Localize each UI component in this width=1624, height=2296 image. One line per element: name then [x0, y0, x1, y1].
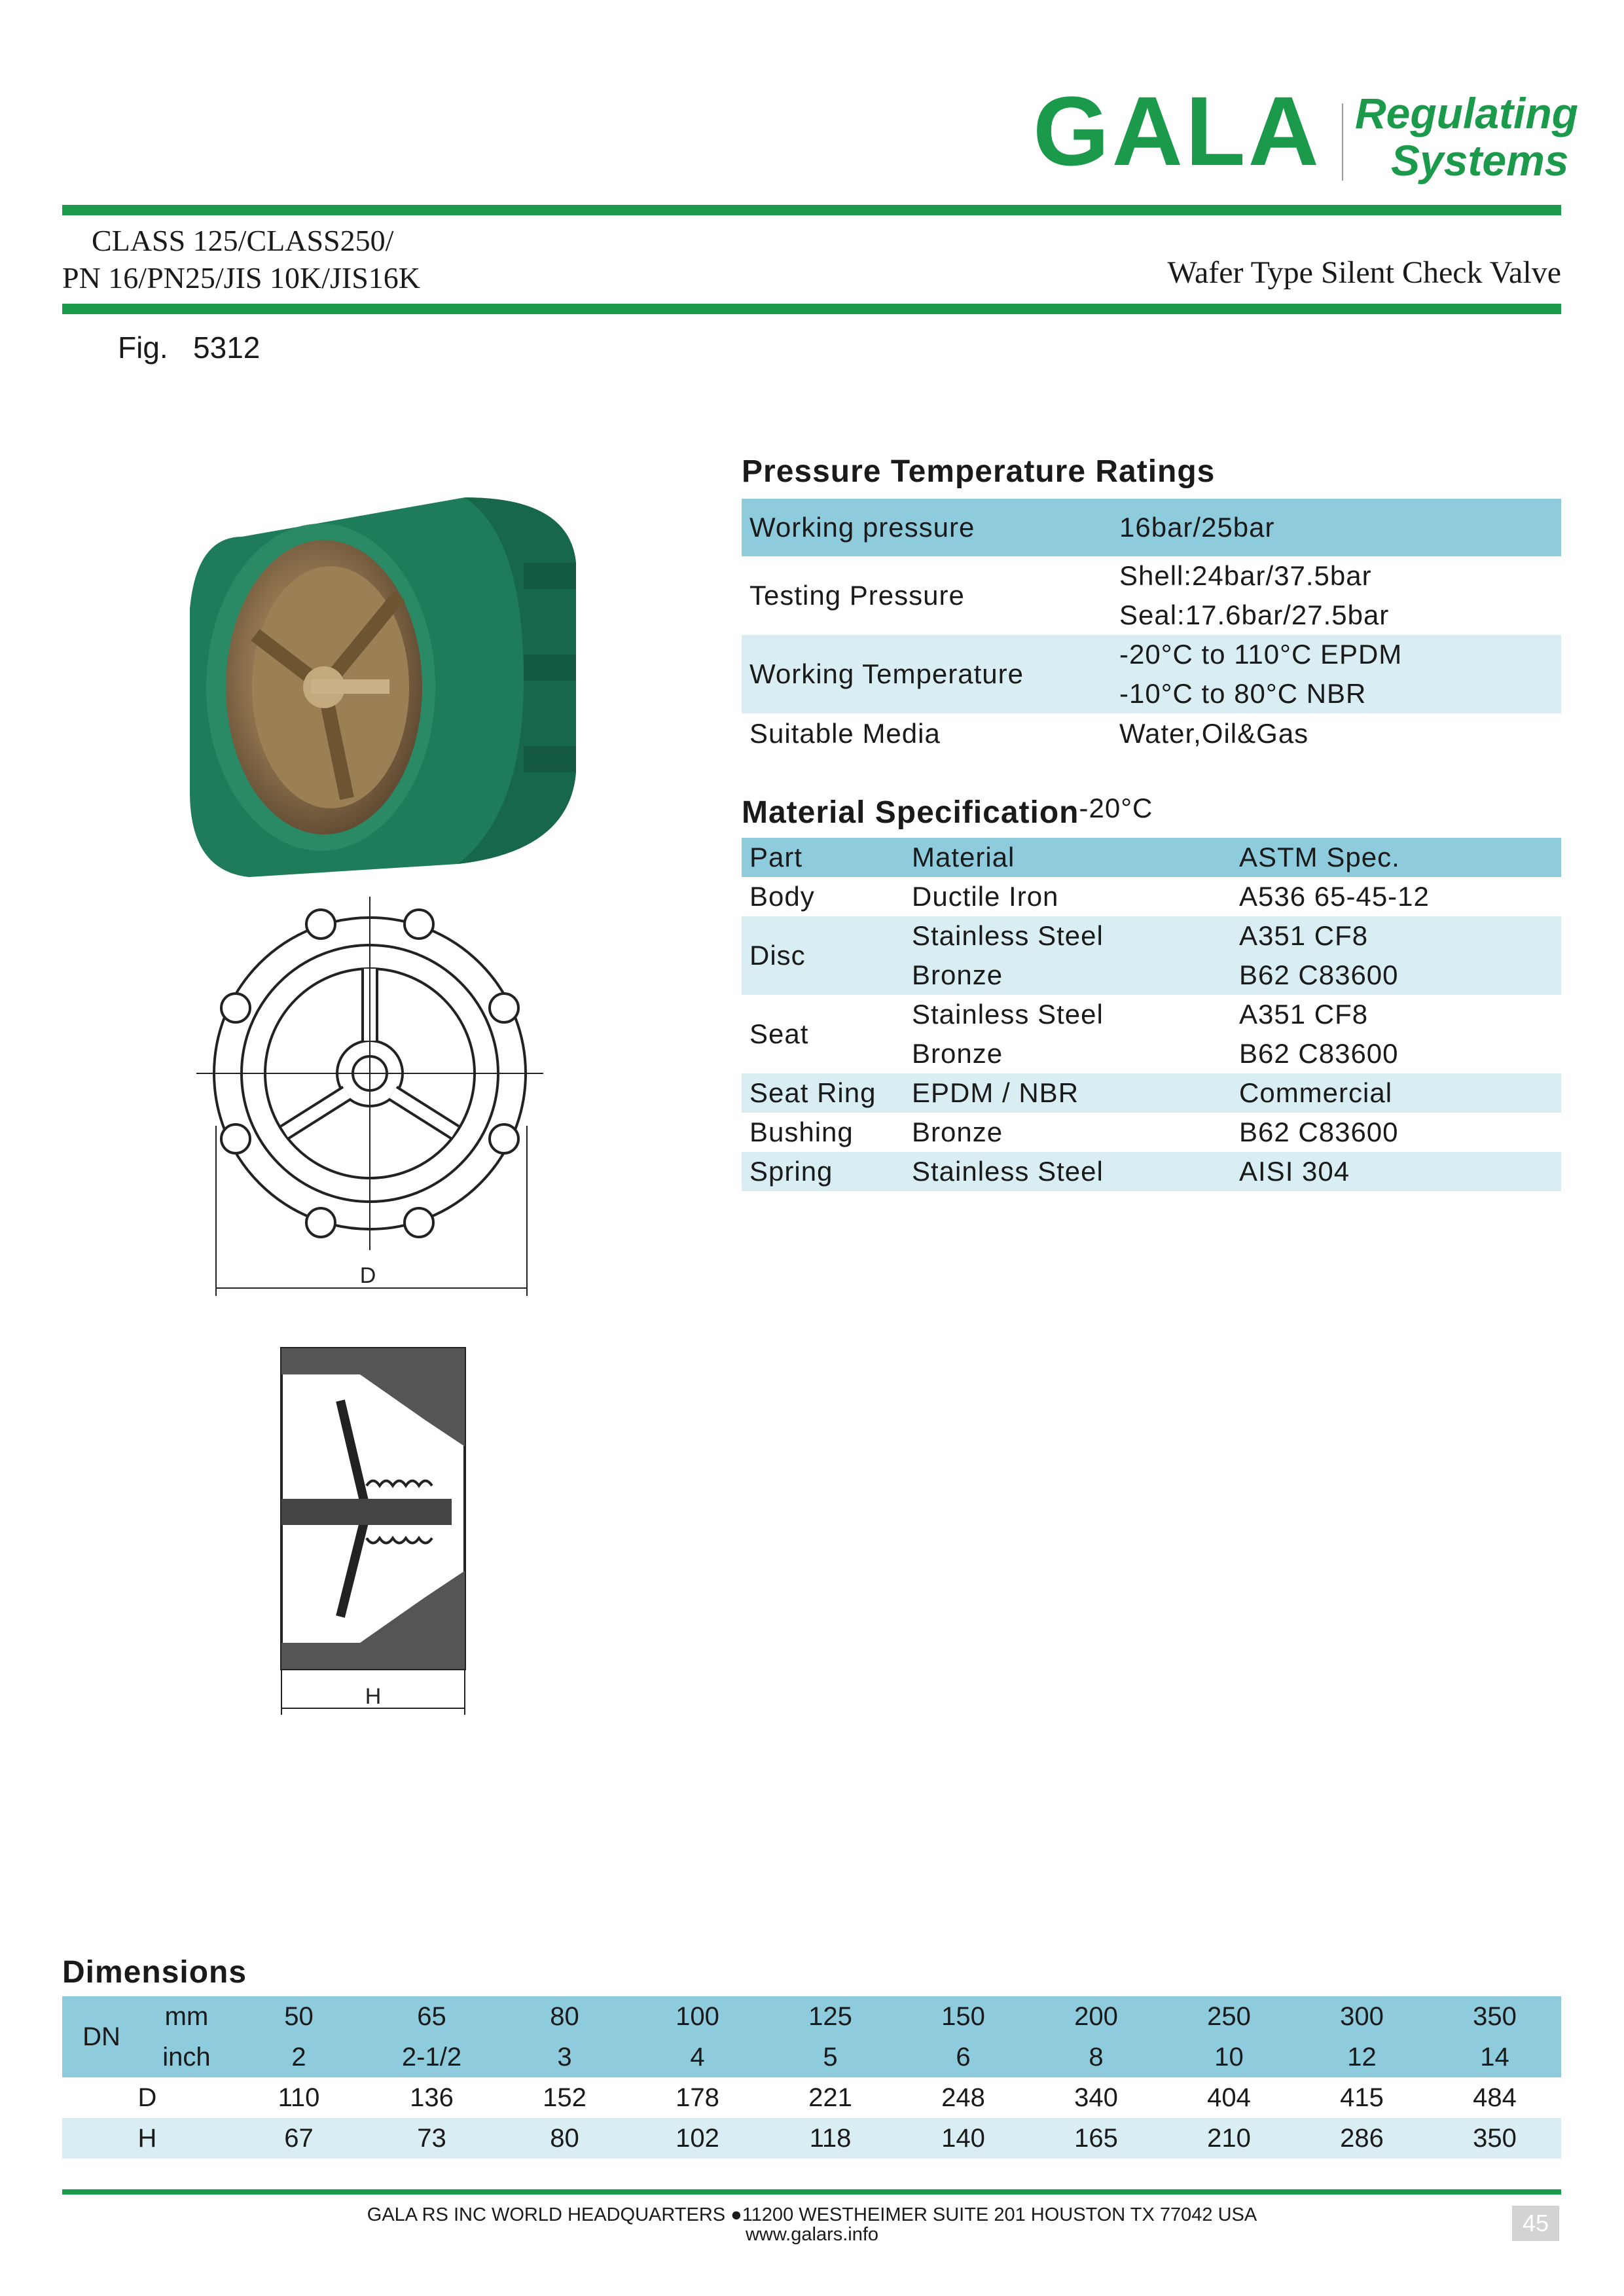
material-spec-title-text: Material Specification — [742, 795, 1079, 830]
table-row — [742, 713, 1561, 754]
h-row-label: H — [137, 2123, 157, 2153]
dim-cell: 136 — [410, 2083, 454, 2112]
material-cell: Stainless Steel — [912, 920, 1104, 951]
rating-value: Water,Oil&Gas — [1119, 718, 1309, 749]
logo-tagline-line2: Systems — [1391, 136, 1569, 185]
table-row — [742, 1113, 1561, 1152]
table-row — [742, 1073, 1561, 1113]
rating-value: Shell:24bar/37.5bar — [1119, 560, 1372, 591]
table-row-d — [62, 2077, 1561, 2118]
header-rule-top — [62, 205, 1561, 215]
dim-cell: 140 — [941, 2123, 985, 2153]
dim-cell: 12 — [1347, 2042, 1377, 2072]
logo-tagline-line1: Regulating — [1355, 89, 1578, 137]
material-cell: Stainless Steel — [912, 999, 1104, 1030]
material-spec-title-suffix: -20°C — [1079, 793, 1153, 823]
unit-mm-label: mm — [164, 2001, 209, 2031]
material-cell: Bronze — [912, 1117, 1003, 1147]
dim-cell: 484 — [1473, 2083, 1517, 2112]
pressure-ratings-title: Pressure Temperature Ratings — [742, 454, 1216, 489]
standards-line2: PN 16/PN25/JIS 10K/JIS16K — [62, 261, 420, 295]
product-title: Wafer Type Silent Check Valve — [1167, 255, 1561, 290]
dim-cell: 5 — [823, 2042, 838, 2072]
column-header: ASTM Spec. — [1239, 842, 1400, 872]
table-row — [742, 635, 1561, 713]
part-cell: Body — [749, 881, 815, 912]
dim-cell: 100 — [676, 2001, 719, 2031]
dim-cell: 200 — [1074, 2001, 1118, 2031]
table-row — [742, 877, 1561, 916]
rating-value: -10°C to 80°C NBR — [1119, 678, 1367, 709]
header-rule-bottom — [62, 304, 1561, 314]
rating-value: Seal:17.6bar/27.5bar — [1119, 600, 1390, 630]
dim-cell: 340 — [1074, 2083, 1118, 2112]
dim-cell: 110 — [278, 2083, 320, 2112]
figure-number: Fig. 5312 — [118, 331, 261, 365]
rating-label: Suitable Media — [749, 718, 941, 749]
dim-cell: 125 — [808, 2001, 852, 2031]
logo-divider — [1342, 103, 1343, 181]
table-row — [742, 499, 1561, 556]
dim-cell: 73 — [417, 2123, 446, 2153]
dim-cell: 165 — [1074, 2123, 1118, 2153]
spec-cell: B62 C83600 — [1239, 1117, 1399, 1147]
rating-value: 16bar/25bar — [1119, 512, 1275, 543]
page-number: 45 — [1512, 2206, 1559, 2241]
dim-cell: 118 — [809, 2123, 852, 2153]
part-cell: Disc — [749, 940, 806, 971]
dim-cell: 248 — [941, 2083, 985, 2112]
footer-website: www.galars.info — [745, 2224, 879, 2245]
dim-cell: 3 — [557, 2042, 572, 2072]
dim-cell: 350 — [1473, 2001, 1517, 2031]
brand-logo: GALA — [1033, 76, 1322, 186]
dim-cell: 65 — [417, 2001, 446, 2031]
unit-inch-label: inch — [162, 2042, 211, 2072]
dim-cell: 80 — [550, 2001, 579, 2031]
dimension-h-label: H — [365, 1684, 382, 1709]
dim-cell: 221 — [808, 2083, 852, 2112]
part-cell: Spring — [749, 1156, 833, 1187]
table-row — [742, 556, 1561, 635]
dim-cell: 152 — [543, 2083, 586, 2112]
dimensions-table — [62, 1996, 1561, 2159]
dim-cell: 350 — [1473, 2123, 1517, 2153]
dim-cell: 210 — [1207, 2123, 1251, 2153]
dim-cell: 178 — [676, 2083, 719, 2112]
table-row-inch — [62, 2037, 1561, 2077]
dim-cell: 10 — [1214, 2042, 1244, 2072]
table-row — [742, 995, 1561, 1073]
material-cell: Bronze — [912, 960, 1003, 990]
spec-cell: B62 C83600 — [1239, 960, 1399, 990]
front-view-drawing — [196, 897, 563, 1302]
rating-label: Working Temperature — [749, 658, 1024, 689]
rating-label: Testing Pressure — [749, 580, 965, 611]
table-row — [742, 1152, 1561, 1191]
dim-cell: 4 — [690, 2042, 705, 2072]
dim-cell: 250 — [1207, 2001, 1251, 2031]
rating-value: -20°C to 110°C EPDM — [1119, 639, 1403, 670]
table-header-row — [742, 838, 1561, 877]
dim-cell: 404 — [1207, 2083, 1251, 2112]
column-header: Part — [749, 842, 803, 872]
dim-cell: 6 — [956, 2042, 971, 2072]
dim-cell: 2 — [291, 2042, 306, 2072]
dim-cell: 286 — [1340, 2123, 1384, 2153]
spec-cell: A351 CF8 — [1239, 999, 1369, 1030]
dim-cell: 67 — [284, 2123, 314, 2153]
material-spec-title — [742, 793, 1153, 830]
spec-cell: B62 C83600 — [1239, 1038, 1399, 1069]
material-cell: EPDM / NBR — [912, 1077, 1079, 1108]
spec-cell: A351 CF8 — [1239, 920, 1369, 951]
dimensions-title: Dimensions — [62, 1955, 247, 1990]
material-cell: Ductile Iron — [912, 881, 1059, 912]
dim-cell: 415 — [1340, 2083, 1384, 2112]
part-cell: Seat Ring — [749, 1077, 876, 1108]
dimension-d-label: D — [359, 1263, 376, 1288]
rating-label: Working pressure — [749, 512, 975, 543]
spec-cell: A536 65-45-12 — [1239, 881, 1430, 912]
dim-cell: 102 — [676, 2123, 719, 2153]
spec-cell: AISI 304 — [1239, 1156, 1350, 1187]
material-spec-table — [742, 838, 1561, 1191]
standards-line1: CLASS 125/CLASS250/ — [92, 224, 394, 257]
column-header: Material — [912, 842, 1015, 872]
footer-address: GALA RS INC WORLD HEADQUARTERS ●11200 WESTHEIMER SUITE 201 HOUSTON TX 77042 USA — [367, 2204, 1257, 2225]
section-view-drawing — [275, 1342, 471, 1721]
dim-cell: 8 — [1089, 2042, 1104, 2072]
material-cell: Stainless Steel — [912, 1156, 1104, 1187]
footer-rule — [62, 2189, 1561, 2195]
dim-cell: 80 — [550, 2123, 579, 2153]
table-row-h — [62, 2118, 1561, 2159]
table-row-mm — [62, 1996, 1561, 2037]
dim-cell: 150 — [941, 2001, 985, 2031]
dim-cell: 50 — [284, 2001, 314, 2031]
spec-cell: Commercial — [1239, 1077, 1393, 1108]
d-row-label: D — [137, 2083, 157, 2112]
part-cell: Seat — [749, 1018, 809, 1049]
dim-cell: 300 — [1340, 2001, 1384, 2031]
pressure-ratings-table — [742, 499, 1561, 754]
dim-cell: 14 — [1480, 2042, 1509, 2072]
dim-cell: 2-1/2 — [401, 2042, 462, 2072]
part-cell: Bushing — [749, 1117, 854, 1147]
table-row — [742, 916, 1561, 995]
valve-photo — [183, 484, 576, 877]
material-cell: Bronze — [912, 1038, 1003, 1069]
dn-label: DN — [82, 2022, 120, 2051]
